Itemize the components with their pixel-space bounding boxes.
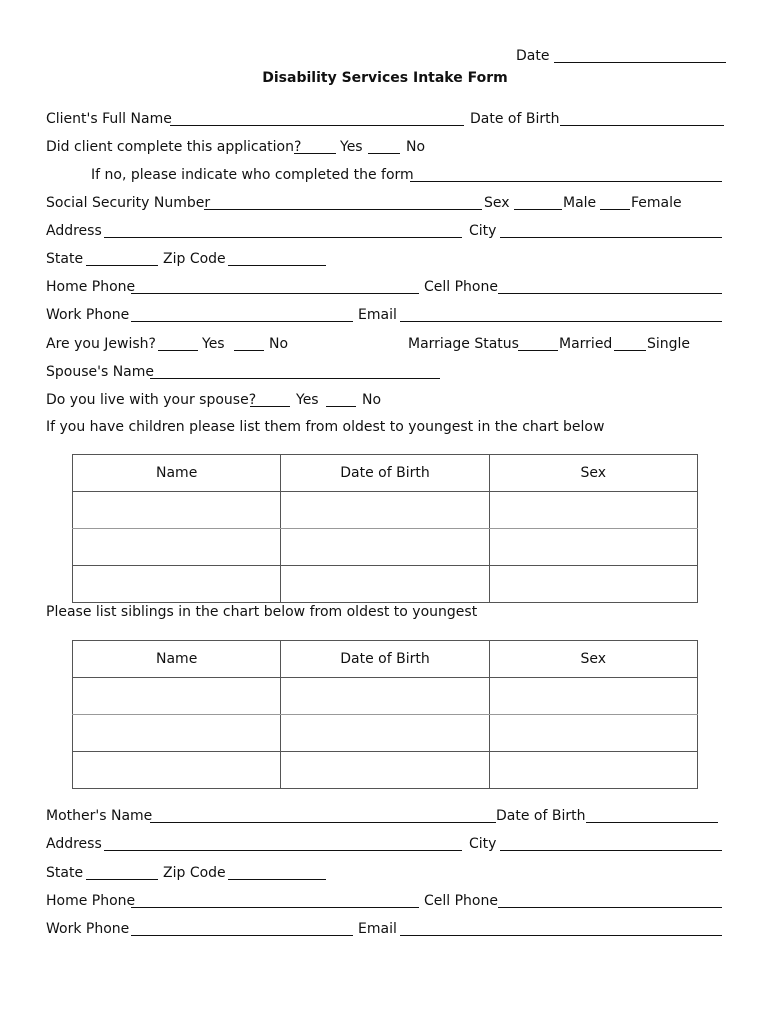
- siblings-header-sex: Sex: [489, 641, 697, 678]
- mother-zip-label: Zip Code: [163, 865, 226, 881]
- children-sex-cell[interactable]: [489, 492, 697, 529]
- mother-cell-phone-field[interactable]: [498, 907, 722, 908]
- client-address-field[interactable]: [104, 237, 462, 238]
- client-address-label: Address: [46, 223, 102, 239]
- mother-state-field[interactable]: [86, 879, 158, 880]
- children-dob-cell[interactable]: [281, 529, 489, 566]
- mother-city-label: City: [469, 836, 497, 852]
- children-header-sex: Sex: [489, 455, 697, 492]
- children-table: [72, 454, 698, 603]
- table-row: [73, 529, 698, 566]
- jewish-yes-label: Yes: [202, 336, 225, 352]
- siblings-note: Please list siblings in the chart below from oldest to youngest: [46, 604, 478, 620]
- completed-yes-label: Yes: [340, 139, 363, 155]
- live-with-spouse-question: Do you live with your spouse?: [46, 392, 257, 408]
- live-no-field[interactable]: [326, 406, 356, 407]
- client-email-field[interactable]: [400, 321, 722, 322]
- children-dob-cell[interactable]: [281, 492, 489, 529]
- children-dob-cell[interactable]: [281, 566, 489, 603]
- completed-no-field[interactable]: [368, 153, 400, 154]
- siblings-sex-cell[interactable]: [489, 715, 697, 752]
- siblings-name-cell[interactable]: [73, 752, 281, 789]
- client-zip-field[interactable]: [228, 265, 326, 266]
- client-home-phone-field[interactable]: [131, 293, 419, 294]
- form-title: Disability Services Intake Form: [262, 70, 508, 86]
- marriage-married-field[interactable]: [518, 350, 558, 351]
- client-city-field[interactable]: [500, 237, 722, 238]
- sex-female-label: Female: [631, 195, 682, 211]
- sex-male-field[interactable]: [514, 209, 562, 210]
- children-name-cell[interactable]: [73, 492, 281, 529]
- mother-zip-field[interactable]: [228, 879, 326, 880]
- mother-cell-phone-label: Cell Phone: [424, 893, 498, 909]
- date-field[interactable]: [554, 62, 726, 63]
- siblings-table: [72, 640, 698, 789]
- completed-by-label: If no, please indicate who completed the form: [91, 167, 414, 183]
- date-label: Date: [516, 48, 550, 64]
- ssn-field[interactable]: [204, 209, 482, 210]
- children-header-dob: Date of Birth: [281, 455, 489, 492]
- client-zip-label: Zip Code: [163, 251, 226, 267]
- completed-yes-field[interactable]: [294, 153, 336, 154]
- children-name-cell[interactable]: [73, 529, 281, 566]
- client-cell-phone-field[interactable]: [498, 293, 722, 294]
- mother-address-label: Address: [46, 836, 102, 852]
- children-header-name: Name: [73, 455, 281, 492]
- client-city-label: City: [469, 223, 497, 239]
- spouse-name-label: Spouse's Name: [46, 364, 155, 380]
- siblings-header-name: Name: [73, 641, 281, 678]
- jewish-no-label: No: [269, 336, 289, 352]
- mother-work-phone-label: Work Phone: [46, 921, 130, 937]
- live-yes-label: Yes: [296, 392, 319, 408]
- children-name-cell[interactable]: [73, 566, 281, 603]
- siblings-sex-cell[interactable]: [489, 752, 697, 789]
- siblings-dob-cell[interactable]: [281, 678, 489, 715]
- sex-label: Sex: [484, 195, 510, 211]
- mother-city-field[interactable]: [500, 850, 722, 851]
- client-dob-field[interactable]: [560, 125, 724, 126]
- table-row: [73, 678, 698, 715]
- mother-home-phone-field[interactable]: [131, 907, 419, 908]
- client-state-label: State: [46, 251, 84, 267]
- live-no-label: No: [362, 392, 382, 408]
- jewish-yes-field[interactable]: [158, 350, 198, 351]
- siblings-header-dob: Date of Birth: [281, 641, 489, 678]
- spouse-name-field[interactable]: [150, 378, 440, 379]
- jewish-no-field[interactable]: [234, 350, 264, 351]
- client-cell-phone-label: Cell Phone: [424, 279, 498, 295]
- mother-work-phone-field[interactable]: [131, 935, 353, 936]
- mother-address-field[interactable]: [104, 850, 462, 851]
- completed-no-label: No: [406, 139, 426, 155]
- sex-female-field[interactable]: [600, 209, 630, 210]
- table-row: [73, 715, 698, 752]
- ssn-label: Social Security Number: [46, 195, 211, 211]
- children-header-row: [73, 455, 698, 492]
- live-yes-field[interactable]: [250, 406, 290, 407]
- siblings-dob-cell[interactable]: [281, 715, 489, 752]
- siblings-name-cell[interactable]: [73, 678, 281, 715]
- table-row: [73, 566, 698, 603]
- mother-state-label: State: [46, 865, 84, 881]
- marriage-single-field[interactable]: [614, 350, 646, 351]
- marriage-label: Marriage Status: [408, 336, 519, 352]
- mother-email-label: Email: [358, 921, 397, 937]
- jewish-question: Are you Jewish?: [46, 336, 156, 352]
- mother-dob-field[interactable]: [586, 822, 718, 823]
- completed-by-field[interactable]: [410, 181, 722, 182]
- completed-question: Did client complete this application?: [46, 139, 302, 155]
- client-name-field[interactable]: [170, 125, 464, 126]
- mother-email-field[interactable]: [400, 935, 722, 936]
- mother-dob-label: Date of Birth: [496, 808, 586, 824]
- client-dob-label: Date of Birth: [470, 111, 560, 127]
- table-row: [73, 752, 698, 789]
- mother-name-field[interactable]: [150, 822, 496, 823]
- sex-male-label: Male: [563, 195, 597, 211]
- siblings-dob-cell[interactable]: [281, 752, 489, 789]
- mother-home-phone-label: Home Phone: [46, 893, 136, 909]
- siblings-sex-cell[interactable]: [489, 678, 697, 715]
- client-state-field[interactable]: [86, 265, 158, 266]
- siblings-header-row: [73, 641, 698, 678]
- mother-name-label: Mother's Name: [46, 808, 153, 824]
- client-email-label: Email: [358, 307, 397, 323]
- children-sex-cell[interactable]: [489, 529, 697, 566]
- client-home-phone-label: Home Phone: [46, 279, 136, 295]
- marriage-single-label: Single: [647, 336, 691, 352]
- children-note: If you have children please list them from oldest to youngest in the chart below: [46, 419, 605, 435]
- table-row: [73, 492, 698, 529]
- marriage-married-label: Married: [559, 336, 613, 352]
- client-work-phone-field[interactable]: [131, 321, 353, 322]
- siblings-name-cell[interactable]: [73, 715, 281, 752]
- children-sex-cell[interactable]: [489, 566, 697, 603]
- client-name-label: Client's Full Name: [46, 111, 172, 127]
- client-work-phone-label: Work Phone: [46, 307, 130, 323]
